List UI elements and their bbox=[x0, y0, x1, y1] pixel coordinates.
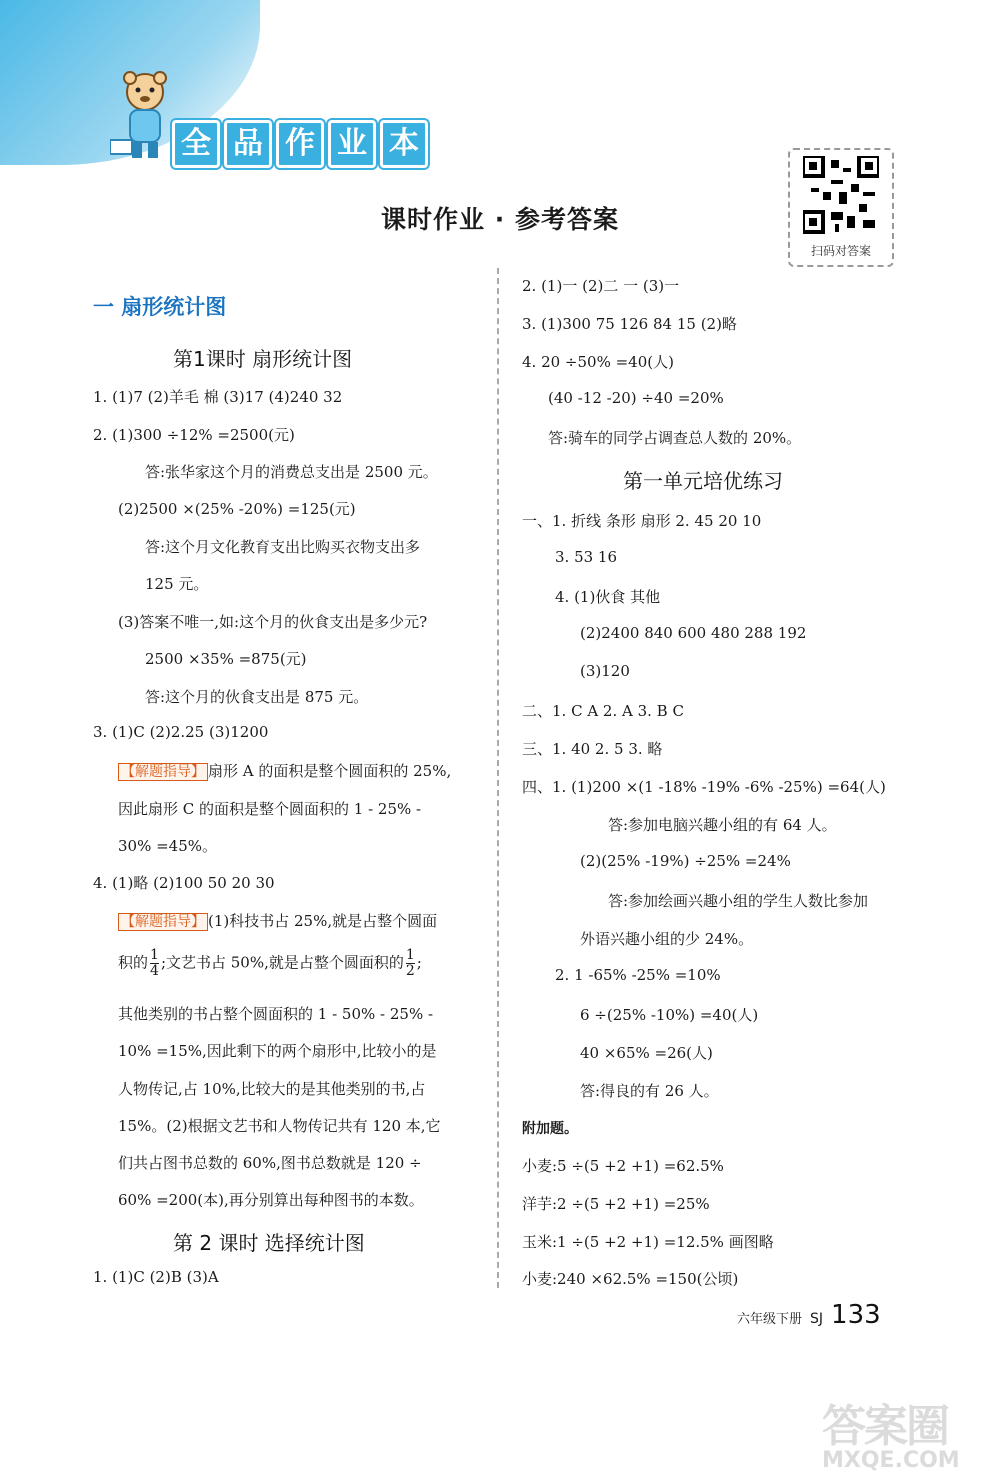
answer-line: 小麦:240 ×62.5% =150(公顷) bbox=[522, 1270, 739, 1288]
column-divider bbox=[497, 268, 499, 1288]
answer-line: 洋芋:2 ÷(5 +2 +1) =25% bbox=[522, 1195, 710, 1213]
edition-code: SJ bbox=[810, 1311, 824, 1327]
answer-line: 6 ÷(25% -10%) =40(人) bbox=[580, 1006, 759, 1024]
answer-line: (3)120 bbox=[580, 662, 630, 680]
answer-line: (2)2500 ×(25% -20%) =125(元) bbox=[118, 500, 356, 518]
brand-char: 作 bbox=[276, 120, 324, 168]
answer-line: 其他类别的书占整个圆面积的 1 - 50% - 25% - bbox=[118, 1005, 434, 1023]
bear-mascot-icon bbox=[110, 70, 180, 165]
qr-code[interactable] bbox=[788, 148, 894, 267]
answer-line: 60% =200(本),再分别算出每种图书的本数。 bbox=[118, 1191, 424, 1209]
answer-text: ;文艺书占 50%,就是占整个圆面积的 bbox=[160, 953, 404, 972]
answer-line: (2)2400 840 600 480 288 192 bbox=[580, 624, 807, 642]
answer-line: 2. 1 -65% -25% =10% bbox=[555, 966, 721, 984]
fraction-denominator: 2 bbox=[405, 963, 415, 979]
watermark-logo bbox=[822, 1390, 987, 1473]
qr-caption: 扫码对答案 bbox=[810, 244, 871, 258]
answer-text: ; bbox=[416, 953, 422, 972]
answer-line: 玉米:1 ÷(5 +2 +1) =12.5% 画图略 bbox=[522, 1233, 774, 1251]
qr-code-icon bbox=[803, 156, 879, 236]
fraction-numerator: 1 bbox=[150, 947, 159, 963]
answer-line: (40 -12 -20) ÷40 =20% bbox=[548, 389, 724, 407]
bonus-title: 附加题。 bbox=[522, 1121, 578, 1137]
answer-line: 2. (1)一 (2)二 一 (3)一 bbox=[522, 277, 680, 295]
answer-line: 答:参加绘画兴趣小组的学生人数比参加 bbox=[608, 892, 869, 910]
answer-line: (2)(25% -19%) ÷25% =24% bbox=[580, 852, 791, 870]
answer-line: 答:得良的有 26 人。 bbox=[580, 1082, 719, 1100]
page-footer bbox=[737, 1300, 881, 1330]
fraction-denominator: 4 bbox=[150, 963, 159, 979]
answer-line: 三、1. 40 2. 5 3. 略 bbox=[522, 740, 663, 758]
brand-char: 业 bbox=[328, 120, 376, 168]
answer-line: 15%。(2)根据文艺书和人物传记共有 120 本,它 bbox=[118, 1117, 441, 1135]
answer-line: 小麦:5 ÷(5 +2 +1) =62.5% bbox=[522, 1157, 724, 1175]
answer-line: 们共占图书总数的 60%,图书总数就是 120 ÷ bbox=[118, 1154, 422, 1172]
answer-line: 答:张华家这个月的消费总支出是 2500 元。 bbox=[145, 463, 438, 481]
fraction bbox=[406, 948, 415, 979]
answer-line: (3)答案不唯一,如:这个月的伙食支出是多少元? bbox=[118, 613, 428, 631]
answer-line: 3. (1)300 75 126 84 15 (2)略 bbox=[522, 315, 737, 333]
watermark-url: MXQE.COM bbox=[822, 1448, 960, 1473]
hint-text: (1)科技书占 25%,就是占整个圆面 bbox=[208, 912, 438, 930]
answer-line: 答:参加电脑兴趣小组的有 64 人。 bbox=[608, 816, 837, 834]
answer-line: 答:这个月的伙食支出是 875 元。 bbox=[145, 688, 369, 706]
hint-line bbox=[118, 910, 437, 931]
fraction bbox=[150, 948, 159, 979]
answer-line: 3. 53 16 bbox=[555, 548, 618, 566]
answer-line: 因此扇形 C 的面积是整个圆面积的 1 - 25% - bbox=[118, 800, 422, 818]
brand-char: 本 bbox=[380, 120, 428, 168]
answer-line: 3. (1)C (2)2.25 (3)1200 bbox=[93, 723, 269, 741]
section-title: 一 扇形统计图 bbox=[93, 295, 227, 319]
answer-line: 1. (1)C (2)B (3)A bbox=[93, 1268, 219, 1286]
brand-char: 品 bbox=[224, 120, 272, 168]
answer-line: 答:骑车的同学占调查总人数的 20%。 bbox=[548, 429, 802, 447]
brand-char: 全 bbox=[172, 120, 220, 168]
answer-line: 人物传记,占 10%,比较大的是其他类别的书,占 bbox=[118, 1080, 426, 1098]
unit-title: 第一单元培优练习 bbox=[623, 469, 783, 493]
answer-line: 4. 20 ÷50% =40(人) bbox=[522, 353, 674, 371]
answer-line: 一、1. 折线 条形 扇形 2. 45 20 10 bbox=[522, 512, 762, 530]
answer-line: 125 元。 bbox=[145, 575, 209, 593]
answer-line: 4. (1)略 (2)100 50 20 30 bbox=[93, 874, 275, 892]
answer-line: 30% =45%。 bbox=[118, 837, 218, 855]
answer-line: 4. (1)伙食 其他 bbox=[555, 588, 661, 606]
answer-line: 1. (1)7 (2)羊毛 棉 (3)17 (4)240 32 bbox=[93, 388, 343, 406]
answer-line: 40 ×65% =26(人) bbox=[580, 1044, 713, 1062]
answer-line: 2. (1)300 ÷12% =2500(元) bbox=[93, 426, 295, 444]
answer-line: 2500 ×35% =875(元) bbox=[145, 650, 307, 668]
brand-logo bbox=[172, 120, 428, 168]
hint-line bbox=[118, 760, 451, 781]
hint-text: 扇形 A 的面积是整个圆面积的 25%, bbox=[208, 762, 452, 780]
lesson-title: 第1课时 扇形统计图 bbox=[173, 347, 353, 371]
page-number: 133 bbox=[831, 1300, 881, 1330]
lesson-title: 第 2 课时 选择统计图 bbox=[173, 1231, 365, 1255]
watermark-text: 答案圈 bbox=[822, 1401, 948, 1452]
hint-label: 【解题指导】 bbox=[118, 913, 208, 931]
answer-line: 10% =15%,因此剩下的两个扇形中,比较小的是 bbox=[118, 1042, 437, 1060]
answer-line: 答:这个月文化教育支出比购买衣物支出多 bbox=[145, 538, 421, 556]
answer-text: 积的 bbox=[118, 953, 149, 972]
grade-label: 六年级下册 bbox=[737, 1312, 803, 1327]
fraction-line bbox=[118, 948, 422, 979]
answer-line: 外语兴趣小组的少 24%。 bbox=[580, 930, 754, 948]
hint-label: 【解题指导】 bbox=[118, 763, 208, 781]
answer-line: 四、1. (1)200 ×(1 -18% -19% -6% -25%) =64(人) bbox=[522, 778, 886, 796]
answer-line: 二、1. C A 2. A 3. B C bbox=[522, 702, 684, 720]
page-title: 课时作业 · 参考答案 bbox=[381, 205, 619, 234]
fraction-numerator: 1 bbox=[405, 947, 415, 963]
